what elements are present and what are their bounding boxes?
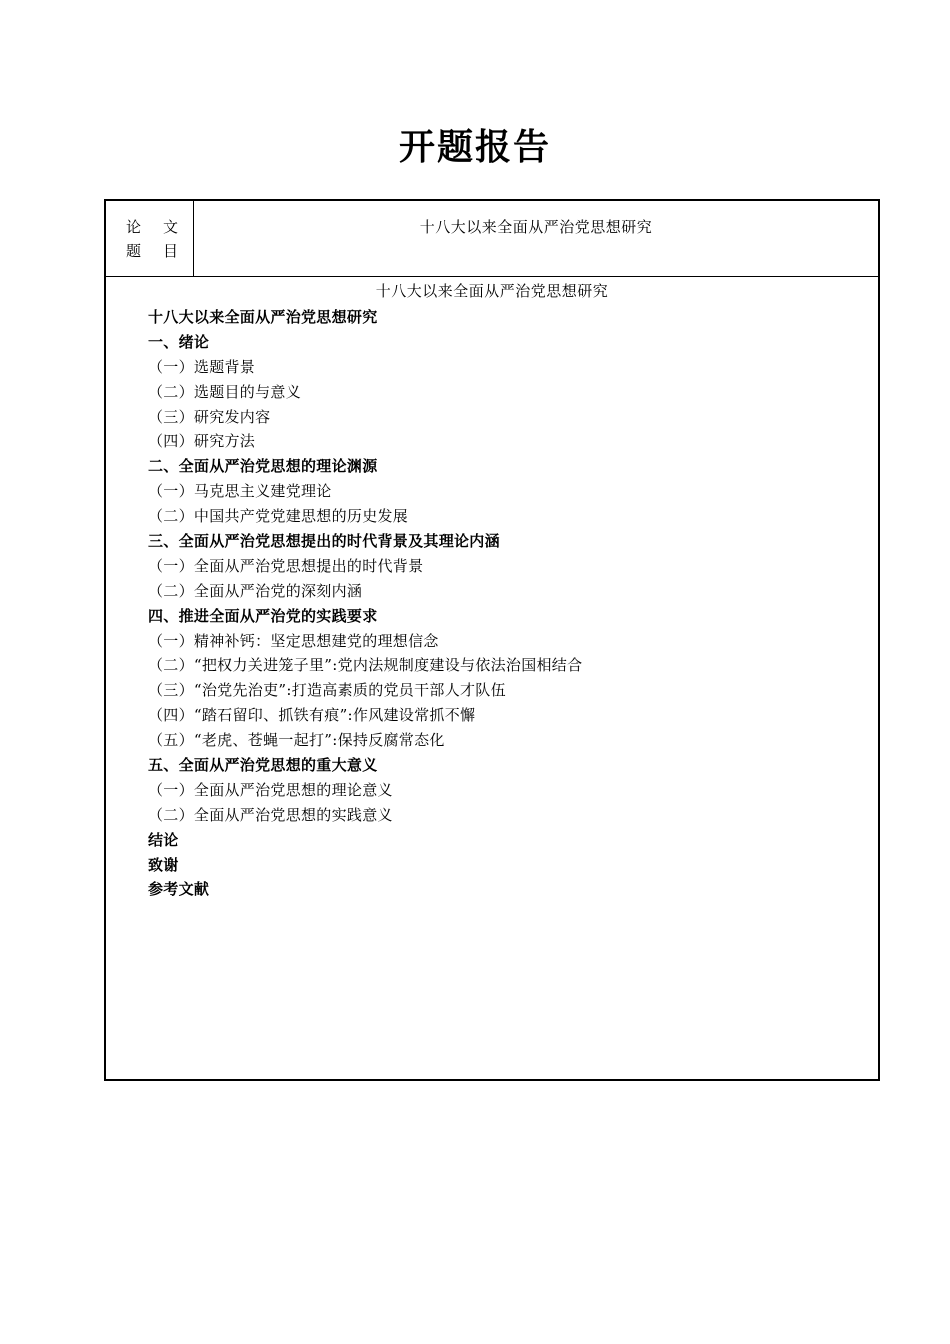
outline-item: 致谢 [148,855,179,874]
outline-item: 五、全面从严治党思想的重大意义 [148,756,378,775]
outline-item: （二）“把权力关进笼子里”:党内法规制度建设与依法治国相结合 [148,656,583,675]
proposal-form-table [104,199,880,1081]
outline-item: 一、绪论 [148,332,210,351]
outline-item: 三、全面从严治党思想提出的时代背景及其理论内涵 [148,532,500,551]
outline-item: （二）中国共产党党建思想的历史发展 [148,507,409,526]
outline-item: （三）“治党先治吏”:打造高素质的党员干部人才队伍 [148,681,506,700]
outline-item: 四、推进全面从严治党的实践要求 [148,606,378,625]
outline-item: 结论 [148,830,179,849]
page-title: 开题报告 [398,126,551,168]
outline-item: （二）全面从严治党思想的实践意义 [148,805,393,824]
outline-item: （五）“老虎、苍蝇一起打”:保持反腐常态化 [148,731,445,750]
outline-item: （二）选题目的与意义 [148,382,302,401]
outline-item: （四）研究方法 [148,432,256,451]
topic-row [106,201,878,277]
outline-item: （一）精神补钙：坚定思想建党的理想信念 [148,631,439,650]
outline-item: 十八大以来全面从严治党思想研究 [148,308,378,326]
outline-item: （四）“踏石留印、抓铁有痕”:作风建设常抓不懈 [148,706,476,725]
outline-item: （一）选题背景 [148,357,256,376]
outline-heading: 十八大以来全面从严治党思想研究 [375,282,609,300]
outline-item: （三）研究发内容 [148,407,271,426]
topic-label-cell [106,201,194,276]
topic-label-line2: 题 目 [126,242,178,260]
topic-value: 十八大以来全面从严治党思想研究 [419,218,653,236]
outline-item: （二）全面从严治党的深刻内涵 [148,581,363,600]
outline-item: （一）马克思主义建党理论 [148,482,332,501]
topic-label-line1: 论 文 [126,218,178,236]
outline-item: 二、全面从严治党思想的理论渊源 [148,457,378,476]
outline-item: 参考文献 [148,880,210,899]
outline-list [148,305,582,902]
outline-item: （一）全面从严治党思想提出的时代背景 [148,556,424,575]
outline-item: （一）全面从严治党思想的理论意义 [148,780,393,799]
